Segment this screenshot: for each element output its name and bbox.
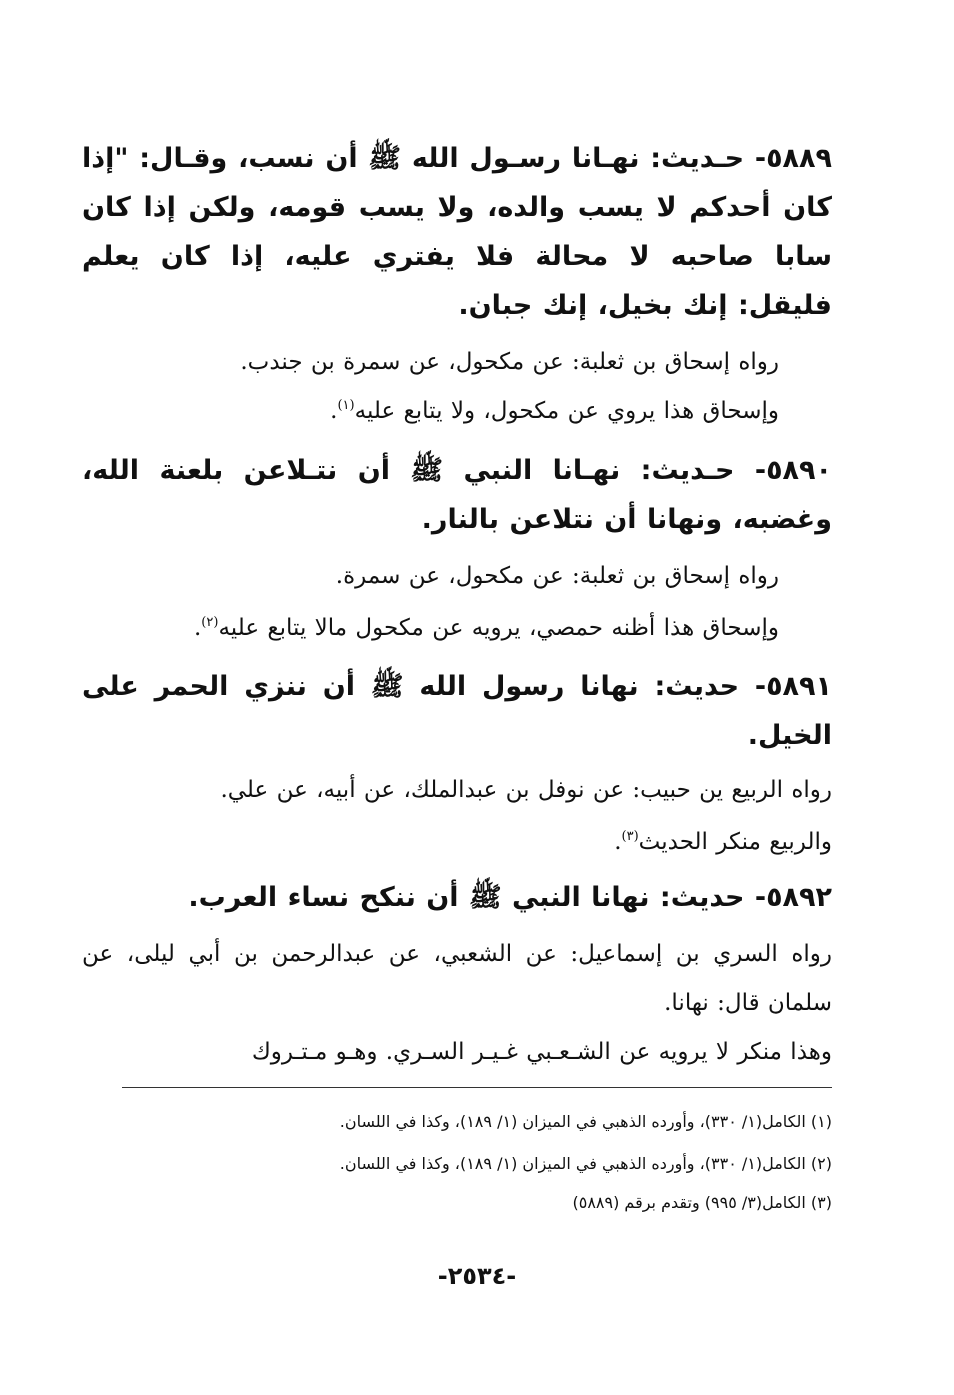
hadith-5889-text: ٥٨٨٩- حـديث: نهـانا رسـول الله ﷺ أن نسب، وقـال: "إذا كان أحدكم لا يسب والده، ولا يسب قومه، ولكن إذا كان سابا صاحبه لا محالة فلا يفتري عليه، إذا كان يعلم فليقل: إنك بخيل، إنك جبان. — [82, 143, 832, 321]
hadith-5890-text: ٥٨٩٠- حـديث: نهـانا النبي ﷺ أن نتـلاعن بلعنة الله، وغضبه، ونهانا أن نتلاعن بالنار. — [82, 455, 832, 535]
hadith-5892-narration-chain: رواه السري بن إسماعيل: عن الشعبي، عن عبدالرحمن بن أبي ليلى، عن سلمان قال: نهانا. — [82, 941, 832, 1016]
narration-note-end: . — [330, 398, 338, 424]
footnote-2: (٢) الكامل(١/ ٣٣٠)، وأورده الذهبي في الميزان (١/ ١٨٩)، وكذا في اللسان. — [339, 1154, 832, 1173]
narration-note-end: . — [614, 829, 622, 855]
footnote-1: (١) الكامل(١/ ٣٣٠)، وأورده الذهبي في الميزان (١/ ١٨٩)، وكذا في اللسان. — [339, 1112, 832, 1131]
footnote-marker-2: (٢) — [201, 615, 219, 630]
narration-note-end: . — [193, 615, 202, 641]
hadith-5891-narration-note — [82, 818, 832, 867]
page-number: -٢٥٣٤- — [437, 1262, 517, 1290]
footnote-marker-3: (٣) — [621, 829, 639, 844]
hadith-5892-text: ٥٨٩٢- حديث: نهانا النبي ﷺ أن ننكح نساء العرب. — [188, 882, 832, 913]
hadith-5891-narration-chain: رواه الربيع ين حبيب: عن نوفل بن عبدالملك، عن أبيه، عن علي. — [220, 777, 832, 803]
footnote-3: (٣) الكامل(٣/ ٩٩٥) وتقدم برقم (٥٨٨٩) — [572, 1193, 832, 1212]
hadith-5891-text: ٥٨٩١- حديث: نهانا رسول الله ﷺ أن ننزي الحمر على الخيل. — [82, 671, 832, 751]
narration-note-text: وإسحاق هذا أظنه حمصي، يرويه عن مكحول مالا يتابع عليه — [218, 615, 779, 641]
narration-note-text: والربيع منكر الحديث — [638, 829, 832, 855]
hadith-5892-narration-note: وهذا منكر لا يرويه عن الشـعـبي غـيـر السـري. وهـو مـتـروك — [251, 1039, 832, 1065]
hadith-5889-narration-note — [82, 387, 779, 436]
hadith-5889-narration-chain: رواه إسحاق بن ثعلبة: عن مكحول، عن سمرة بن جندب. — [240, 349, 779, 375]
hadith-5890-narration-note — [82, 604, 779, 653]
footnote-divider — [122, 1087, 832, 1088]
narration-note-text: وإسحاق هذا يروي عن مكحول، ولا يتابع عليه — [354, 398, 779, 424]
hadith-5890-narration-chain: رواه إسحاق بن ثعلبة: عن مكحول، عن سمرة. — [335, 563, 779, 589]
footnote-marker-1: (١) — [337, 398, 355, 413]
